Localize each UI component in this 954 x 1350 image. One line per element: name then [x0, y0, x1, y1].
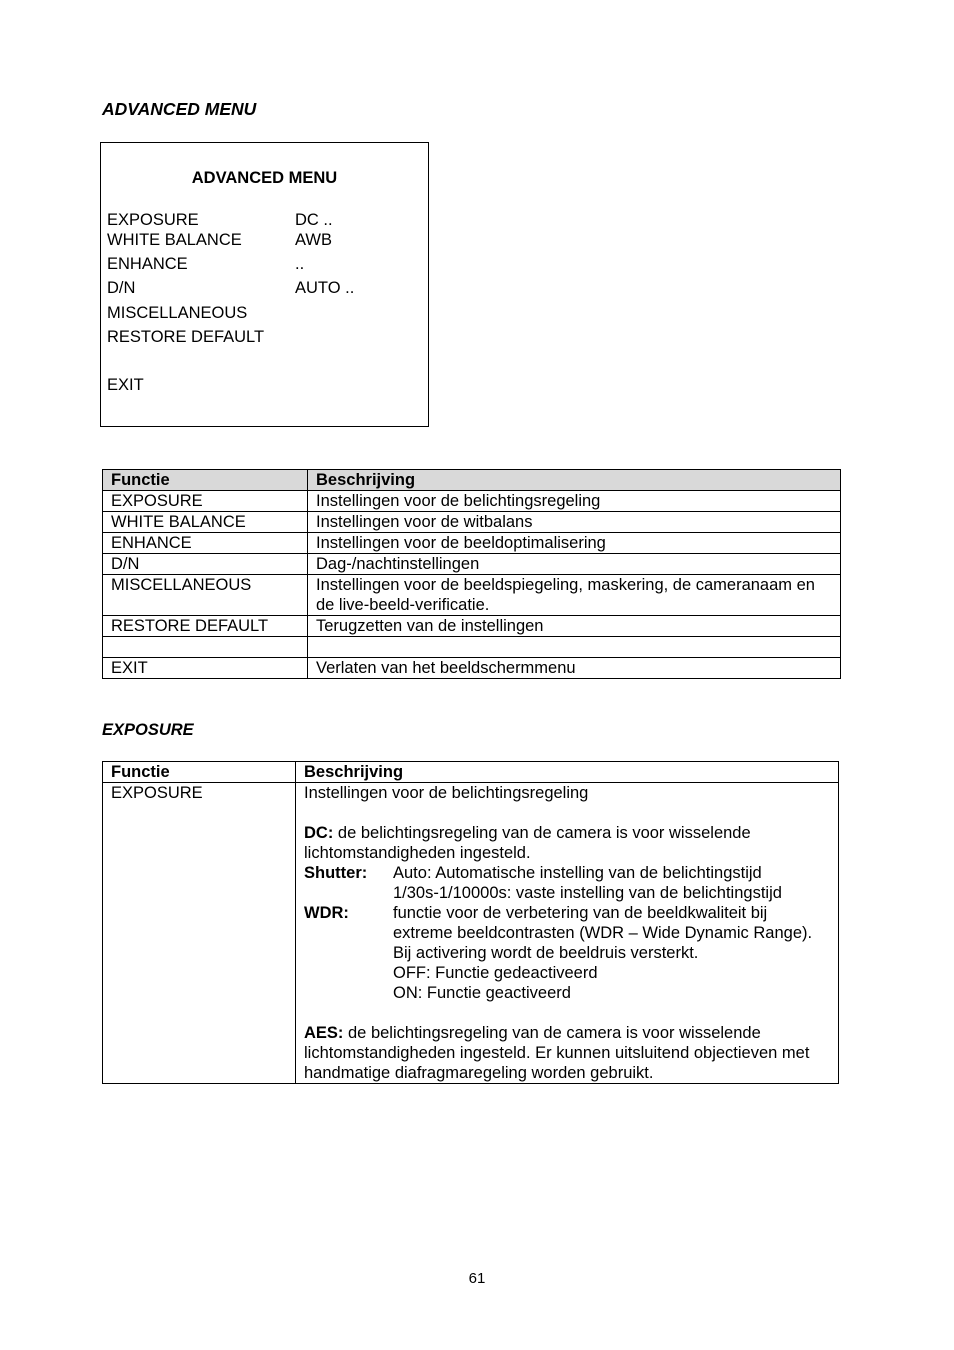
osd-label: EXPOSURE — [107, 211, 199, 229]
osd-value: AUTO .. — [295, 279, 355, 297]
dc-text: de belichtingsregeling van de camera is voor wisselende lichtomstandigheden ingesteld. — [304, 824, 751, 862]
osd-menu-title: ADVANCED MENU — [191, 169, 338, 187]
osd-label: WHITE BALANCE — [107, 231, 242, 249]
table-header-row — [103, 470, 841, 491]
description-cell — [308, 637, 841, 658]
wdr-off-option: OFF: Functie gedeactiveerd — [393, 964, 598, 982]
table-row-empty — [103, 637, 841, 658]
osd-value: DC .. — [295, 211, 333, 229]
description-cell: Dag-/nachtinstellingen — [308, 554, 841, 575]
section-heading-exposure: EXPOSURE — [102, 721, 194, 739]
table-row — [103, 554, 841, 575]
description-cell: Instellingen voor de beeldspiegeling, maskering, de cameranaam en de live-beeld-verificatie. — [308, 575, 841, 616]
header-functie: Functie — [103, 470, 308, 491]
dc-paragraph — [304, 823, 830, 863]
wdr-text: functie voor de verbetering van de beeldkwaliteit bij extreme beeldcontrasten (WDR – Wide Dynamic Range). Bij activering wordt de beeldruis versterkt. — [393, 904, 813, 962]
shutter-entry — [304, 863, 830, 903]
function-cell: EXIT — [103, 658, 308, 679]
aes-label: AES: — [304, 1024, 344, 1042]
header-beschrijving: Beschrijving — [296, 762, 839, 783]
osd-value: .. — [295, 255, 305, 273]
function-cell: EXPOSURE — [103, 491, 308, 512]
osd-value: AWB — [295, 231, 332, 249]
header-functie: Functie — [103, 762, 296, 783]
exposure-description-cell — [296, 783, 839, 1084]
description-cell: Instellingen voor de belichtingsregeling — [308, 491, 841, 512]
wdr-label: WDR: — [304, 904, 349, 922]
osd-menu-box — [100, 142, 429, 427]
exposure-table — [102, 761, 839, 1084]
header-beschrijving: Beschrijving — [308, 470, 841, 491]
function-cell: WHITE BALANCE — [103, 512, 308, 533]
description-cell: Instellingen voor de beeldoptimalisering — [308, 533, 841, 554]
shutter-option: 1/30s-1/10000s: vaste instelling van de belichtingstijd — [393, 884, 782, 902]
wdr-on-option: ON: Functie geactiveerd — [393, 984, 571, 1002]
function-cell: MISCELLANEOUS — [103, 575, 308, 616]
function-cell — [103, 637, 308, 658]
section-heading-advanced-menu: ADVANCED MENU — [102, 99, 257, 119]
description-cell: Terugzetten van de instellingen — [308, 616, 841, 637]
function-cell: D/N — [103, 554, 308, 575]
table-row — [103, 575, 841, 616]
function-cell: RESTORE DEFAULT — [103, 616, 308, 637]
description-cell: Instellingen voor de witbalans — [308, 512, 841, 533]
shutter-label: Shutter: — [304, 864, 368, 882]
table-row — [103, 533, 841, 554]
table-row — [103, 512, 841, 533]
function-cell: EXPOSURE — [103, 783, 296, 1084]
exposure-intro: Instellingen voor de belichtingsregeling — [304, 784, 589, 802]
shutter-option: Auto: Automatische instelling van de belichtingstijd — [393, 864, 762, 882]
table-row — [103, 616, 841, 637]
table-row — [103, 783, 839, 1084]
osd-label: EXIT — [107, 376, 144, 394]
table-row — [103, 491, 841, 512]
osd-label: MISCELLANEOUS — [107, 304, 248, 322]
description-cell: Verlaten van het beeldschermmenu — [308, 658, 841, 679]
table-row — [103, 658, 841, 679]
function-cell: ENHANCE — [103, 533, 308, 554]
osd-label: RESTORE DEFAULT — [107, 328, 265, 346]
dc-label: DC: — [304, 824, 334, 842]
osd-label: ENHANCE — [107, 255, 188, 273]
aes-text: de belichtingsregeling van de camera is voor wisselende lichtomstandigheden ingesteld. Er kunnen uitsluitend objectieven met handmatige diafragmaregeling worden gebruikt. — [304, 1024, 810, 1082]
aes-paragraph — [304, 1023, 830, 1083]
page-number: 61 — [468, 1270, 486, 1287]
osd-label: D/N — [107, 279, 136, 297]
wdr-entry — [304, 903, 830, 1003]
advanced-menu-function-table — [102, 469, 841, 679]
table-header-row — [103, 762, 839, 783]
